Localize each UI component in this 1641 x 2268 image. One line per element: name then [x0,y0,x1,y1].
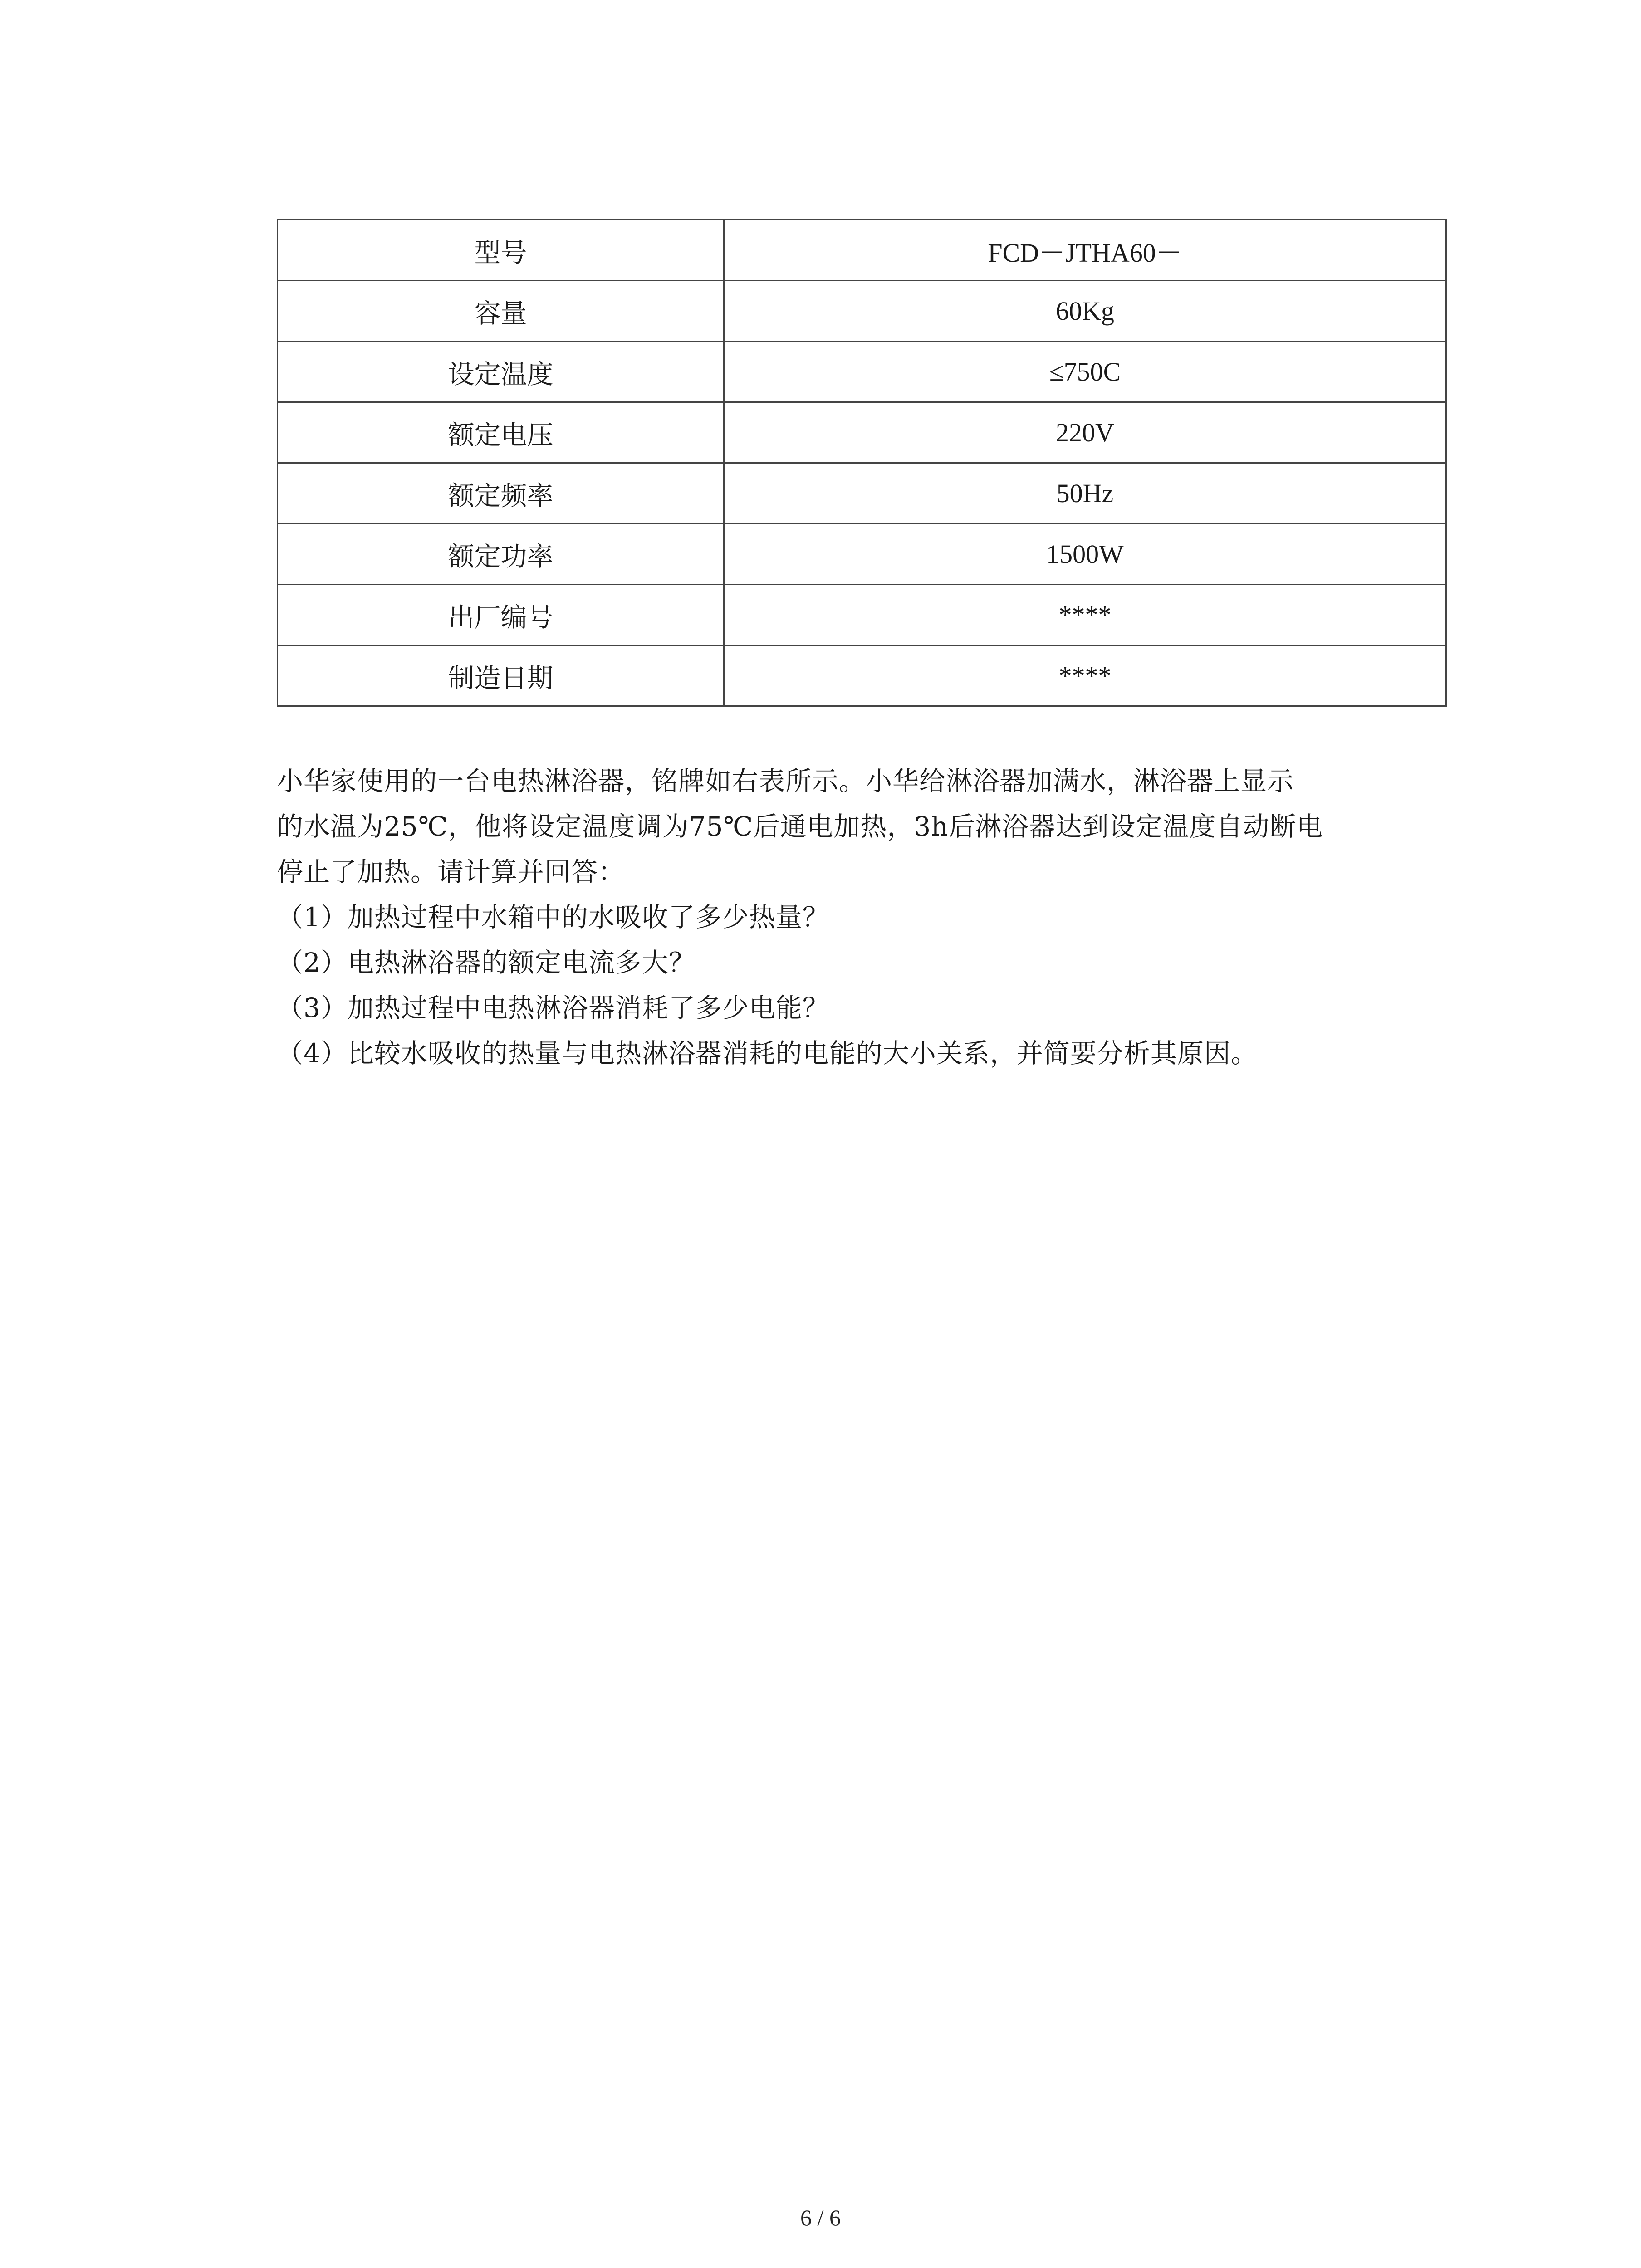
spec-label: 型号 [278,220,724,281]
spec-value: 220V [724,402,1446,463]
question-intro-line: 停止了加热。请计算并回答： [277,856,625,887]
sub-question: （3）加热过程中电热淋浴器消耗了多少电能？ [277,992,829,1023]
spec-value: ≤750C [724,342,1446,402]
question-text [277,758,1452,1076]
table-row [278,220,1446,281]
table-row [278,585,1446,645]
spec-value: **** [724,585,1446,645]
table-row [278,342,1446,402]
question-intro-line: 小华家使用的一台电热淋浴器，铭牌如右表所示。小华给淋浴器加满水，淋浴器上显示 [277,766,1294,797]
spec-value: 1500W [724,524,1446,585]
page-number: 6 / 6 [800,2205,841,2230]
sub-question: （2）电热淋浴器的额定电流多大？ [277,947,696,978]
spec-label: 额定功率 [278,524,724,585]
sub-question: （4）比较水吸收的热量与电热淋浴器消耗的电能的大小关系，并简要分析其原因。 [277,1038,1258,1069]
spec-label: 额定频率 [278,463,724,524]
spec-label: 额定电压 [278,402,724,463]
table-row [278,281,1446,342]
sub-question: （1）加热过程中水箱中的水吸收了多少热量？ [277,902,829,933]
spec-value: **** [724,645,1446,706]
spec-value: 50Hz [724,463,1446,524]
nameplate-table [277,219,1447,707]
spec-label: 出厂编号 [278,585,724,645]
table-row [278,402,1446,463]
spec-label: 制造日期 [278,645,724,706]
table-row [278,524,1446,585]
question-intro-line: 的水温为25℃，他将设定温度调为75℃后通电加热，3h后淋浴器达到设定温度自动断电 [277,811,1323,842]
spec-value: FCD－JTHA60－ [724,220,1446,281]
table-row [278,645,1446,706]
spec-value: 60Kg [724,281,1446,342]
table-row [278,463,1446,524]
spec-label: 设定温度 [278,342,724,402]
spec-label: 容量 [278,281,724,342]
